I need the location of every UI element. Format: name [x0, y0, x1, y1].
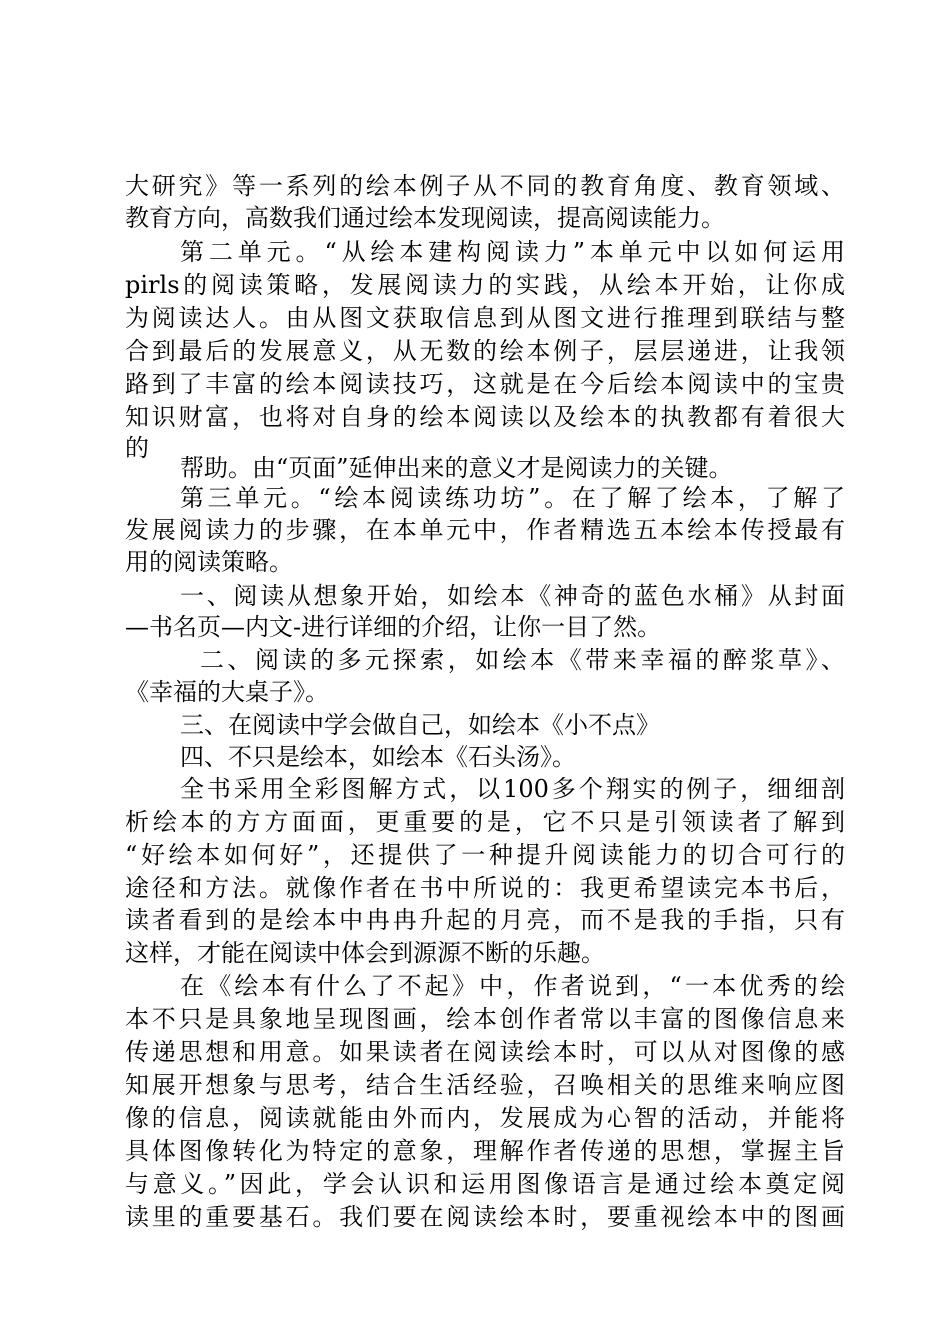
text-line: 大研究》等一系列的绘本例子从不同的教育角度、教育领域、 [125, 172, 845, 200]
text-line: 三、在阅读中学会做自己，如绘本《小不点》 [180, 711, 660, 739]
text-line: “好绘本如何好”，还提供了一种提升阅读能力的切合可行的 [125, 841, 845, 869]
text-line: 与意义。”因此，学会认识和运用图像语言是通过绘本奠定阅 [125, 1170, 845, 1198]
text-line: 用的阅读策略。 [125, 548, 293, 576]
text-line: 途径和方法。就像作者在书中所说的：我更希望读完本书后， [125, 874, 845, 902]
text-line: 全书采用全彩图解方式，以100多个翔实的例子，细细剖 [180, 775, 845, 803]
text-line: 一、阅读从想象开始，如绘本《神奇的蓝色水桶》从封面 [180, 582, 845, 610]
text-line: pirls的阅读策略，发展阅读力的实践，从绘本开始，让你成 [125, 271, 845, 299]
text-line: 教育方向，高数我们通过绘本发现阅读，提高阅读能力。 [125, 204, 725, 232]
text-line: 第三单元。“绘本阅读练功坊”。在了解了绘本，了解了 [180, 484, 845, 512]
text-line: 《幸福的大桌子》。 [125, 678, 329, 706]
text-line: 四、不只是绘本，如绘本《石头汤》。 [180, 743, 576, 771]
text-line: 知展开想象与思考，结合生活经验，召唤相关的思维来响应图 [125, 1071, 845, 1099]
text-line: 读里的重要基石。我们要在阅读绘本时，要重视绘本中的图画 [125, 1203, 845, 1231]
text-line: 像的信息，阅读就能由外而内，发展成为心智的活动，并能将 [125, 1104, 845, 1132]
text-line: 路到了丰富的绘本阅读技巧，这就是在今后绘本阅读中的宝贵 [125, 370, 845, 398]
text-line: 析绘本的方方面面，更重要的是，它不只是引领读者了解到 [125, 808, 845, 836]
text-line: 知识财富，也将对自身的绘本阅读以及绘本的执教都有着很大 [125, 403, 845, 431]
text-line: —书名页—内文-进行详细的介绍，让你一目了然。 [125, 613, 662, 641]
text-line: 发展阅读力的步骤，在本单元中，作者精选五本绘本传授最有 [125, 516, 845, 544]
text-line: 传递思想和用意。如果读者在阅读绘本时，可以从对图像的感 [125, 1038, 845, 1066]
text-line: 具体图像转化为特定的意象，理解作者传递的思想，掌握主旨 [125, 1137, 845, 1165]
text-line: 的 [125, 434, 149, 462]
text-line: 为阅读达人。由从图文获取信息到从图文进行推理到联结与整 [125, 304, 845, 332]
text-line: 读者看到的是绘本中冉冉升起的月亮，而不是我的手指，只有 [125, 906, 845, 934]
text-line: 二、阅读的多元探索，如绘本《带来幸福的醉浆草》、 [200, 646, 845, 674]
text-line: 本不只是具象地呈现图画，绘本创作者常以丰富的图像信息来 [125, 1005, 845, 1033]
text-line: 第二单元。“从绘本建构阅读力”本单元中以如何运用 [180, 238, 845, 266]
text-line: 帮助。由“页面”延伸出来的意义才是阅读力的关键。 [180, 454, 733, 482]
text-line: 在《绘本有什么了不起》中，作者说到，“一本优秀的绘 [180, 972, 845, 1000]
text-line: 合到最后的发展意义，从无数的绘本例子，层层递进，让我领 [125, 337, 845, 365]
text-line: 这样，才能在阅读中体会到源源不断的乐趣。 [125, 939, 605, 967]
